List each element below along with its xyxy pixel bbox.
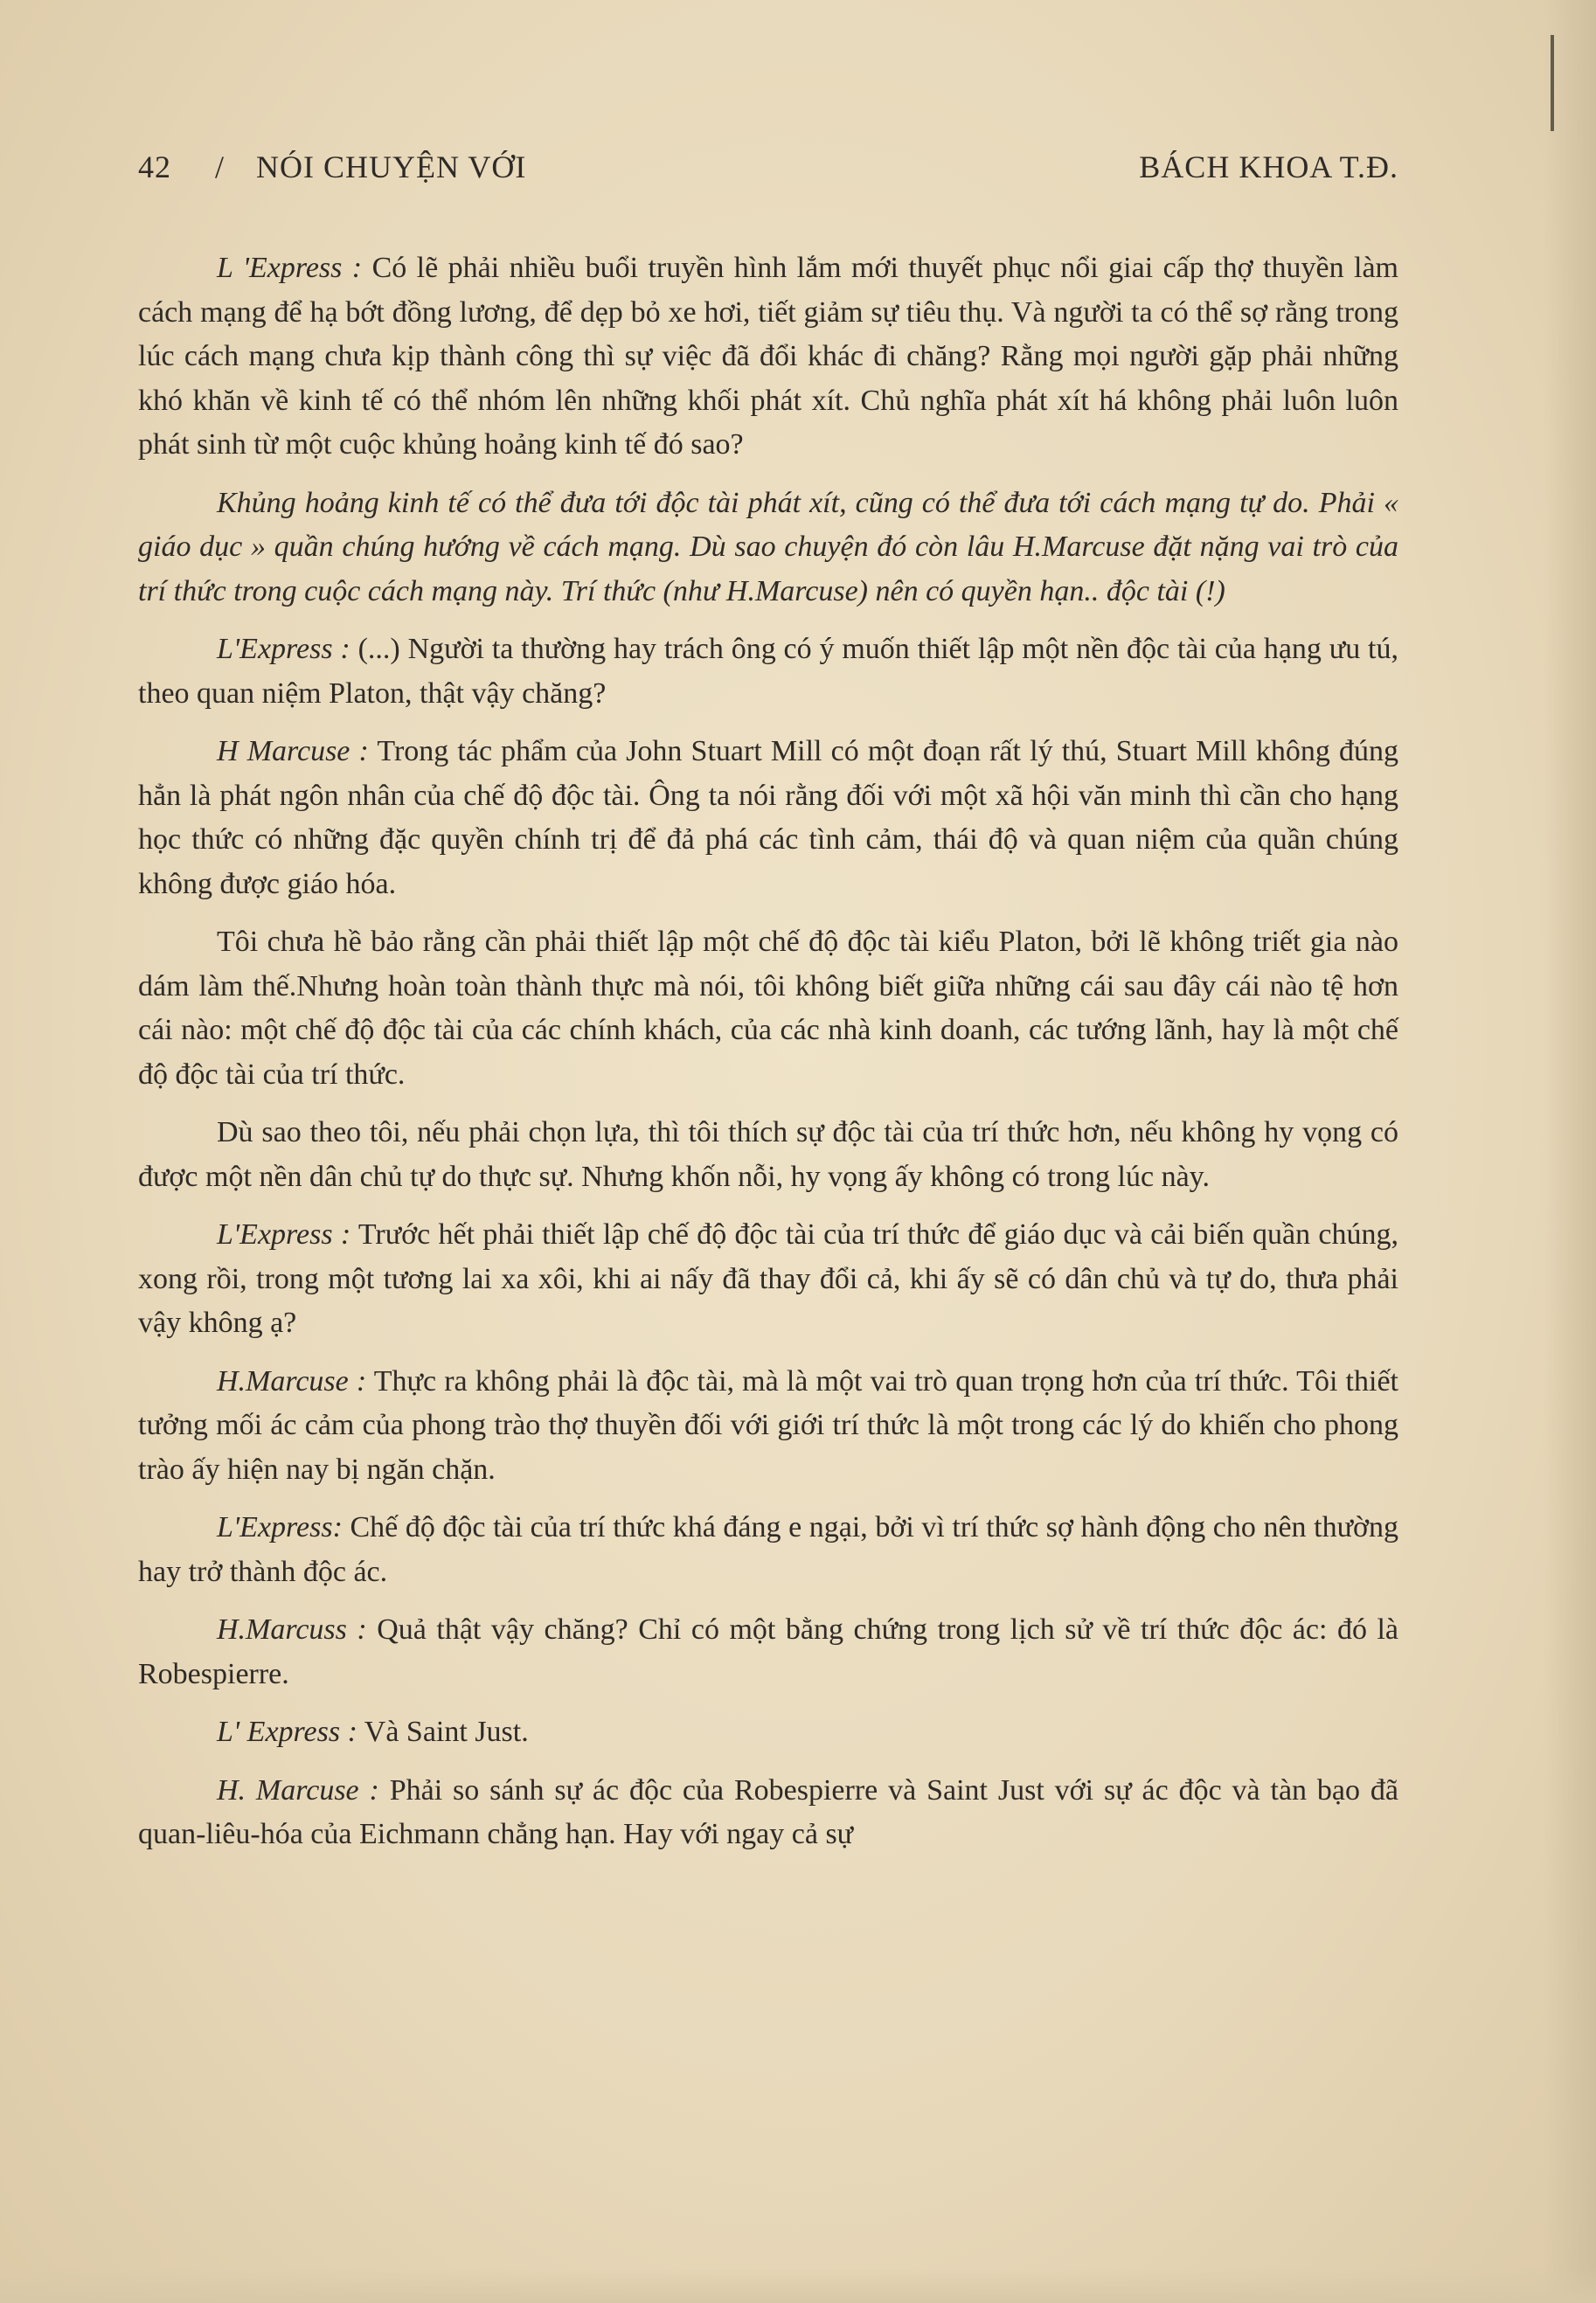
paragraph [138, 1360, 1398, 1493]
paragraph-text: Có lẽ phải nhiều buổi truyền hình lắm mới thuyết phục nổi giai cấp thợ thuyền làm cách mạng để hạ bớt đồng lương, để dẹp bỏ xe hơi, tiết giảm sự tiêu thụ. Và người ta có thể sợ rằng trong lúc cách mạng chưa kịp thành công thì sự việc đã đổi khác đi chăng? Rằng mọi người gặp phải những khó khăn về kinh tế có thể nhóm lên những khối phát xít. Chủ nghĩa phát xít há không phải luôn luôn phát sinh từ một cuộc khủng hoảng kinh tế đó sao? [138, 252, 1398, 461]
paragraph-text: Và Saint Just. [357, 1716, 529, 1748]
paragraph-text: Chế độ độc tài của trí thức khá đáng e ngại, bởi vì trí thức sợ hành động cho nên thường hay trở thành độc ác. [138, 1511, 1398, 1588]
paragraph-text: Quả thật vậy chăng? Chỉ có một bằng chứng trong lịch sử về trí thức độc ác: đó là Robespierre. [138, 1613, 1398, 1690]
paragraph [138, 920, 1398, 1097]
speaker-label: L'Express : [217, 633, 350, 665]
page-number: 42 [138, 149, 171, 184]
speaker-label: H.Marcuse : [217, 1364, 367, 1398]
speaker-label: L'Express: [217, 1511, 343, 1543]
paragraph-text: Thực ra không phải là độc tài, mà là một vai trò quan trọng hơn của trí thức. Tôi thiết tưởng mối ác cảm của phong trào thợ thuyền đối với giới trí thức là một trong các lý do khiến cho phong trào ấy hiện nay bị ngăn chặn. [138, 1364, 1398, 1486]
speaker-label: L'Express : [217, 1218, 351, 1251]
speaker-label: H. Marcuse : [217, 1773, 379, 1807]
paragraph [138, 628, 1398, 716]
paragraph [138, 246, 1398, 468]
paragraph-text: Dù sao theo tôi, nếu phải chọn lựa, thì tôi thích sự độc tài của trí thức hơn, nếu không hy vọng có được một nền dân chủ tự do thực sự. Nhưng khốn nỗi, hy vọng ấy không có trong lúc này. [138, 1116, 1398, 1193]
page-body [138, 246, 1398, 1871]
paragraph-text: Tôi chưa hề bảo rằng cần phải thiết lập một chế độ độc tài kiểu Platon, bởi lẽ không triết gia nào dám làm thế.Nhưng hoàn toàn thành thực mà nói, tôi không biết giữa những cái sau đây cái nào tệ hơn cái nào: một chế độ độc tài của các chính khách, của các nhà kinh doanh, các tướng lãnh, hay là một chế độ độc tài của trí thức. [138, 926, 1398, 1091]
paragraph [138, 1213, 1398, 1346]
paragraph [138, 1506, 1398, 1594]
paragraph-text: Phải so sánh sự ác độc của Robespierre và Saint Just với sự ác độc và tàn bạo đã quan-liêu-hóa của Eichmann chẳng hạn. Hay với ngay cả sự [138, 1773, 1398, 1850]
header-separator: / [215, 149, 226, 184]
speaker-label: H.Marcuss : [217, 1613, 367, 1646]
header-left-title: NÓI CHUYỆN VỚI [256, 149, 527, 184]
header-right-title: BÁCH KHOA T.Đ. [1139, 149, 1398, 184]
speaker-label: L 'Express : [217, 252, 363, 284]
paragraph-text: (...) Người ta thường hay trách ông có ý muốn thiết lập một nền độc tài của hạng ưu tú, theo quan niệm Platon, thật vậy chăng? [138, 633, 1398, 710]
paragraph [138, 1769, 1398, 1857]
paragraph-text: Trước hết phải thiết lập chế độ độc tài của trí thức để giáo dục và cải biến quần chúng, xong rồi, trong một tương lai xa xôi, khi ai nấy đã thay đổi cả, khi ấy sẽ có dân chủ và tự do, thưa phải vậy không ạ? [138, 1218, 1399, 1339]
page-edge-shadow [1544, 0, 1596, 2303]
speaker-label: H Marcuse : [217, 735, 369, 767]
editor-note [138, 482, 1398, 614]
paragraph [138, 1111, 1398, 1199]
paragraph [138, 1608, 1398, 1696]
running-header [138, 149, 1398, 192]
paragraph [138, 1710, 1398, 1755]
editor-note-text: Khủng hoảng kinh tế có thể đưa tới độc tài phát xít, cũng có thể đưa tới cách mạng tự do. Phải « giáo dục » quần chúng hướng về cách mạng. Dù sao chuyện đó còn lâu H.Marcuse đặt nặng vai trò của trí thức trong cuộc cách mạng này. Trí thức (như H.Marcuse) nên có quyền hạn.. độc tài (!) [138, 486, 1398, 607]
speaker-label: L' Express : [217, 1716, 357, 1748]
page-bottom-shadow [0, 2268, 1596, 2303]
paragraph-text: Trong tác phẩm của John Stuart Mill có một đoạn rất lý thú, Stuart Mill không đúng hẳn là phát ngôn nhân của chế độ độc tài. Ông ta nói rằng đối với một xã hội văn minh thì cần cho hạng học thức có những đặc quyền chính trị để đả phá các tình cảm, thái độ và quan niệm của quần chúng không được giáo hóa. [138, 735, 1398, 900]
paragraph [138, 730, 1398, 906]
page-corner-mark [1551, 35, 1554, 131]
